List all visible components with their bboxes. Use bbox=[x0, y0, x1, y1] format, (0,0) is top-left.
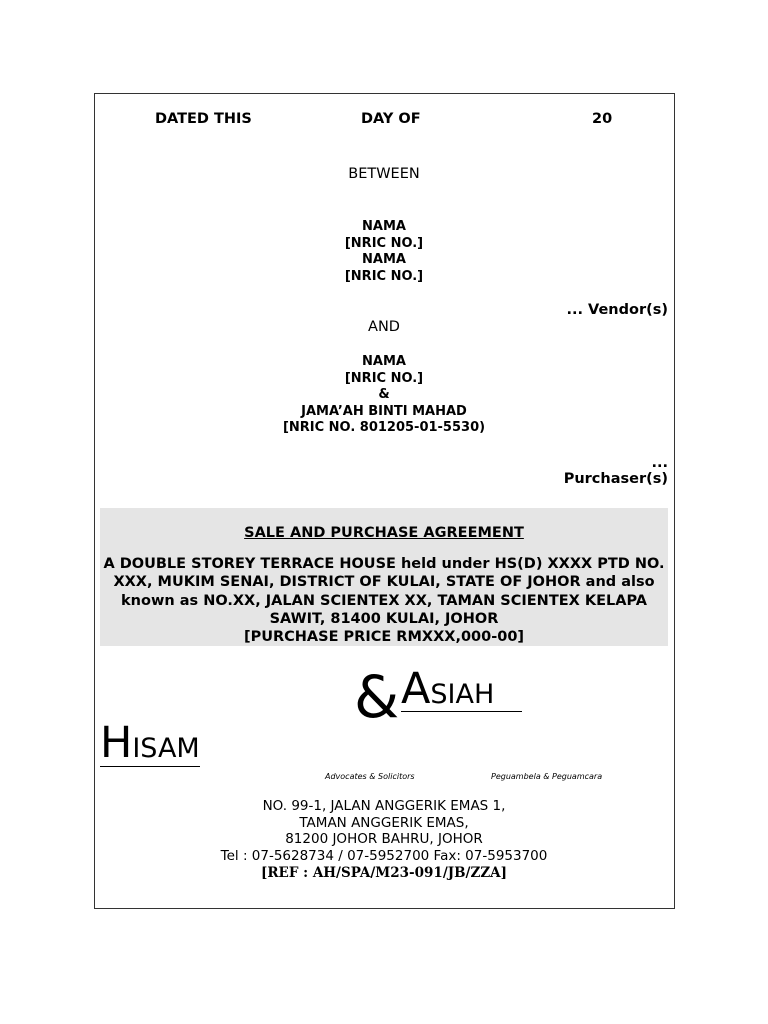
logo-asiah bbox=[401, 664, 522, 714]
tagline-english: Advocates & Solicitors bbox=[325, 772, 415, 781]
purchaser-ampersand: & bbox=[378, 387, 390, 403]
dated-this-label: DATED THIS bbox=[155, 111, 252, 127]
vendor-nric-1: [NRIC NO.] bbox=[344, 235, 424, 251]
logo-hisam-rest: ISAM bbox=[132, 733, 200, 764]
firm-address bbox=[94, 798, 674, 882]
address-line-1: NO. 99-1, JALAN ANGGERIK EMAS 1, bbox=[262, 798, 506, 814]
day-of-label: DAY OF bbox=[361, 111, 421, 127]
logo-hisam bbox=[100, 718, 200, 768]
logo-ampersand: & bbox=[354, 663, 400, 731]
purchaser-name-2: JAMA’AH BINTI MAHAD bbox=[301, 403, 467, 419]
property-description-text: A DOUBLE STOREY TERRACE HOUSE held under HS(D) XXXX PTD NO. XXX, MUKIM SENAI, DISTRICT OF KULAI, STATE OF JOHOR and also known as NO.XX, JALAN SCIENTEX XX, TAMAN SCIENTEX KELAPA SAWIT, 81400 KULAI, JOHOR bbox=[103, 556, 665, 627]
and-label: AND bbox=[368, 319, 400, 335]
vendor-parties bbox=[94, 219, 674, 285]
vendor-nric-2: [NRIC NO.] bbox=[344, 268, 424, 284]
document-border bbox=[94, 93, 675, 909]
vendor-name-2: NAMA bbox=[362, 252, 406, 268]
address-line-2: TAMAN ANGGERIK EMAS, bbox=[299, 814, 469, 831]
purchaser-name-1: NAMA bbox=[362, 354, 406, 369]
address-phone-fax: Tel : 07-5628734 / 07-5952700 Fax: 07-5953700 bbox=[220, 848, 548, 865]
purchaser-nric-1: [NRIC NO.] bbox=[344, 370, 424, 386]
year-label: 20 bbox=[592, 111, 613, 127]
purchaser-nric-2: [NRIC NO. 801205-01-5530) bbox=[282, 420, 486, 436]
property-description bbox=[102, 555, 666, 646]
tagline-malay: Peguambela & Peguamcara bbox=[491, 772, 603, 781]
logo-asiah-initial: A bbox=[401, 664, 431, 714]
agreement-title: SALE AND PURCHASE AGREEMENT bbox=[244, 525, 524, 541]
vendor-name-1: NAMA bbox=[362, 219, 406, 234]
logo-hisam-initial: H bbox=[100, 718, 133, 768]
purchaser-role-label: Purchaser(s) bbox=[563, 471, 668, 487]
address-line-3: 81200 JOHOR BAHRU, JOHOR bbox=[285, 831, 483, 848]
logo-asiah-rest: SIAH bbox=[430, 679, 495, 710]
between-label: BETWEEN bbox=[348, 166, 420, 182]
reference-number: [REF : AH/SPA/M23-091/JB/ZZA] bbox=[260, 864, 508, 881]
purchase-price: [PURCHASE PRICE RMXXX,000-00] bbox=[243, 629, 525, 646]
purchaser-role-ellipsis: ... bbox=[651, 455, 668, 471]
agreement-title-box bbox=[100, 508, 668, 646]
vendor-role-label: ... Vendor(s) bbox=[566, 302, 668, 318]
purchaser-parties bbox=[94, 354, 674, 437]
